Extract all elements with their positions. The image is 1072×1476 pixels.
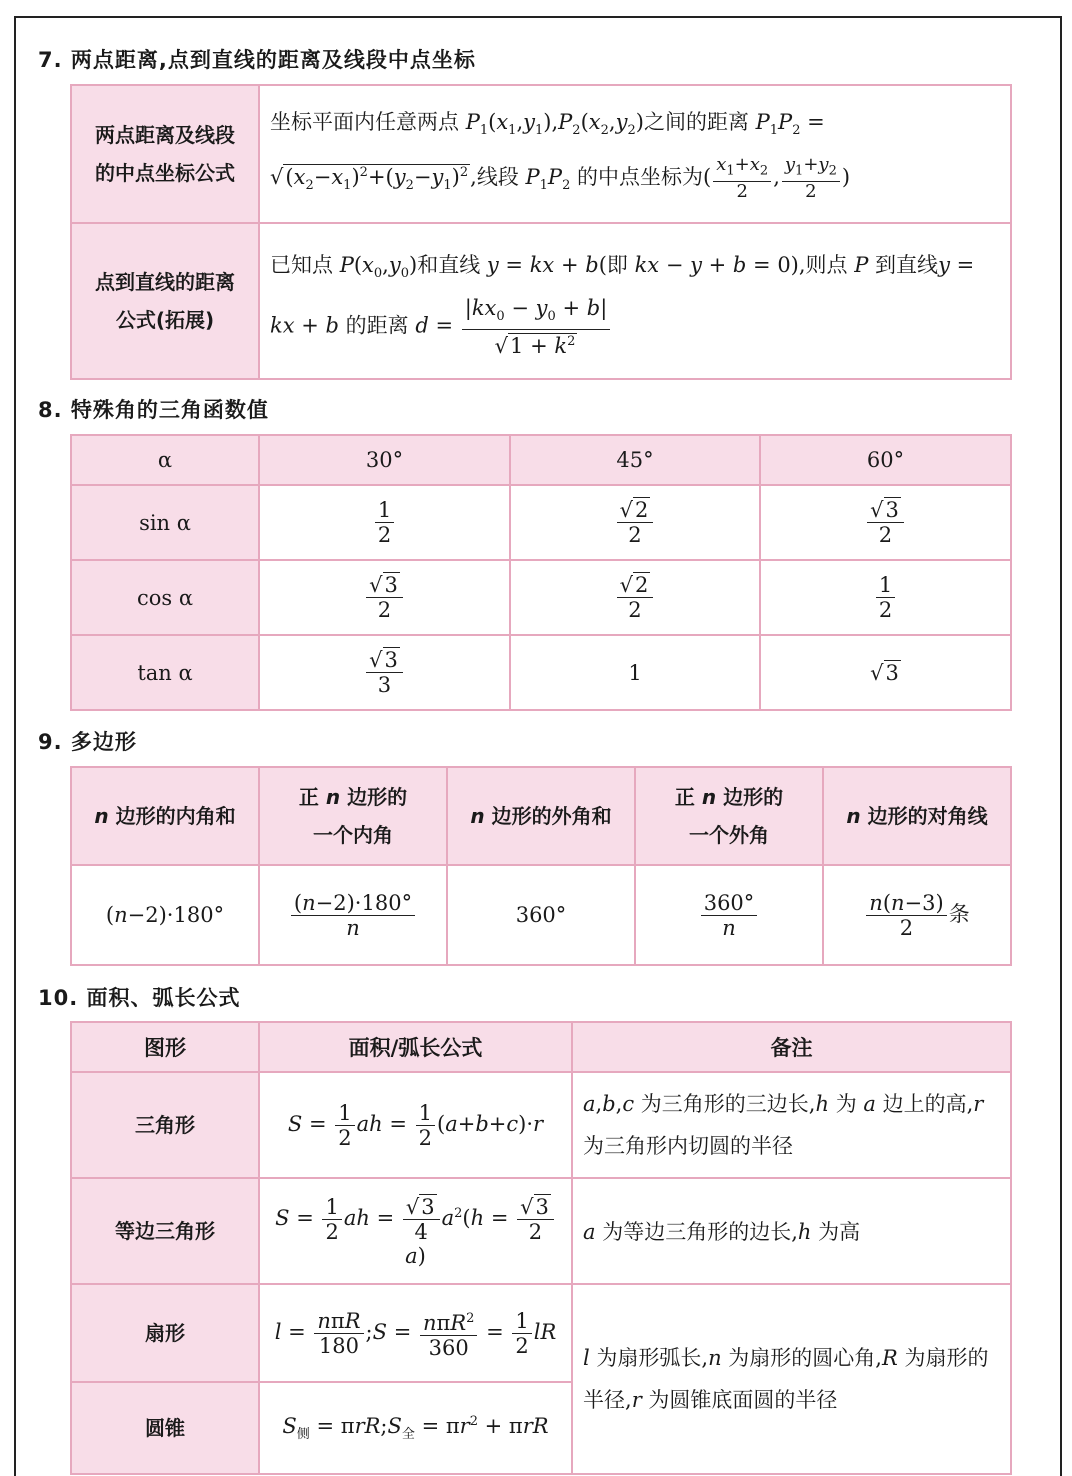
polygon-header-interior-angle: 正 n 边形的 一个内角 — [259, 767, 447, 865]
interior-angle-value: $\frac{(n-2)\cdot 180^\circ}{n}$ — [259, 865, 447, 965]
diagonals-value: $\frac{n(n-3)}{2}$ 条 — [823, 865, 1011, 965]
area-header-shape: 图形 — [71, 1022, 259, 1072]
two-point-formula-label: 两点距离及线段 的中点坐标公式 — [71, 85, 259, 223]
point-line-formula: 已知点 $P(x_0,y_0)$和直线 y = kx + b(即 kx − y + b = 0),则点 P 到直线y = kx + b 的距离 d = $\frac{|kx_0 - y_0 + b|}{√1 + k^2}$ — [259, 223, 1011, 379]
trig-fn-cos: cos α — [71, 560, 259, 635]
equilateral-formula: S = $\frac{1}{2}$ ah = $\frac{√3}{4}$ $a^2(h$ = $\frac{√3}{2}$ a) — [259, 1178, 572, 1284]
tan-45: 1 — [510, 635, 760, 710]
section-8-title: 8. 特殊角的三角函数值 — [38, 398, 269, 422]
trig-fn-sin: sin α — [71, 485, 259, 560]
tan-30: $\frac{√3}{3}$ — [259, 635, 510, 710]
sin-30: $\frac{1}{2}$ — [259, 485, 510, 560]
sector-cone-note: l 为扇形弧长,n 为扇形的圆心角,R 为扇形的半径,r 为圆锥底面圆的半径 — [572, 1284, 1011, 1474]
point-line-formula-label: 点到直线的距离 公式(拓展) — [71, 223, 259, 379]
triangle-formula: S = $\frac{1}{2}$ ah = $\frac{1}{2}$ (a+b+c)·r — [259, 1072, 572, 1178]
interior-sum-value: (n−2)·180° — [71, 865, 259, 965]
equilateral-note: a 为等边三角形的边长,h 为高 — [572, 1178, 1011, 1284]
trig-table — [70, 434, 1012, 711]
trig-header-30: 30° — [259, 435, 510, 485]
shape-sector: 扇形 — [71, 1284, 259, 1382]
section-7-title: 7. 两点距离,点到直线的距离及线段中点坐标 — [38, 48, 476, 72]
cos-45: $\frac{√2}{2}$ — [510, 560, 760, 635]
cos-30: $\frac{√3}{2}$ — [259, 560, 510, 635]
cos-60: $\frac{1}{2}$ — [760, 560, 1011, 635]
trig-fn-tan: tan α — [71, 635, 259, 710]
polygon-table — [70, 766, 1012, 966]
polygon-header-interior-sum: n 边形的内角和 — [71, 767, 259, 865]
trig-header-alpha: α — [71, 435, 259, 485]
cone-formula: $S_侧$ = $\pi rR;S_全 = \pi r^2 + \pi rR$ — [259, 1382, 572, 1474]
shape-equilateral-triangle: 等边三角形 — [71, 1178, 259, 1284]
tan-60: √3 — [760, 635, 1011, 710]
shape-triangle: 三角形 — [71, 1072, 259, 1178]
distance-table — [70, 84, 1012, 380]
polygon-header-diagonals: n 边形的对角线 — [823, 767, 1011, 865]
two-point-formula: 坐标平面内任意两点 $P_1(x_1,y_1),P_2(x_2,y_2)$之间的距离 $P_1P_2$ = $√(x_2-x_1)^2+(y_2-y_1)^2$,线段 $P_1P_2$ 的中点坐标为( $\frac{x_1+x_2}{2}$ , $\frac{y_1+y_2}{2}$ ) — [259, 85, 1011, 223]
section-9-title: 9. 多边形 — [38, 730, 137, 754]
polygon-header-exterior-sum: n 边形的外角和 — [447, 767, 635, 865]
sin-60: $\frac{√3}{2}$ — [760, 485, 1011, 560]
sector-formula: l = $\frac{\text{nπR}}{180}$ ;S = $\frac{n\pi R^2}{360}$ = $\frac{1}{2}$ lR — [259, 1284, 572, 1382]
polygon-header-exterior-angle: 正 n 边形的 一个外角 — [635, 767, 823, 865]
section-10-title: 10. 面积、弧长公式 — [38, 986, 241, 1010]
area-header-formula: 面积/弧长公式 — [259, 1022, 572, 1072]
trig-header-45: 45° — [510, 435, 760, 485]
trig-header-60: 60° — [760, 435, 1011, 485]
shape-cone: 圆锥 — [71, 1382, 259, 1474]
triangle-note: a,b,c 为三角形的三边长,h 为 a 边上的高,r 为三角形内切圆的半径 — [572, 1072, 1011, 1178]
exterior-angle-value: $\frac{360^\circ}{n}$ — [635, 865, 823, 965]
sin-45: $\frac{√2}{2}$ — [510, 485, 760, 560]
area-table — [70, 1021, 1012, 1475]
exterior-sum-value: 360° — [447, 865, 635, 965]
area-header-note: 备注 — [572, 1022, 1011, 1072]
